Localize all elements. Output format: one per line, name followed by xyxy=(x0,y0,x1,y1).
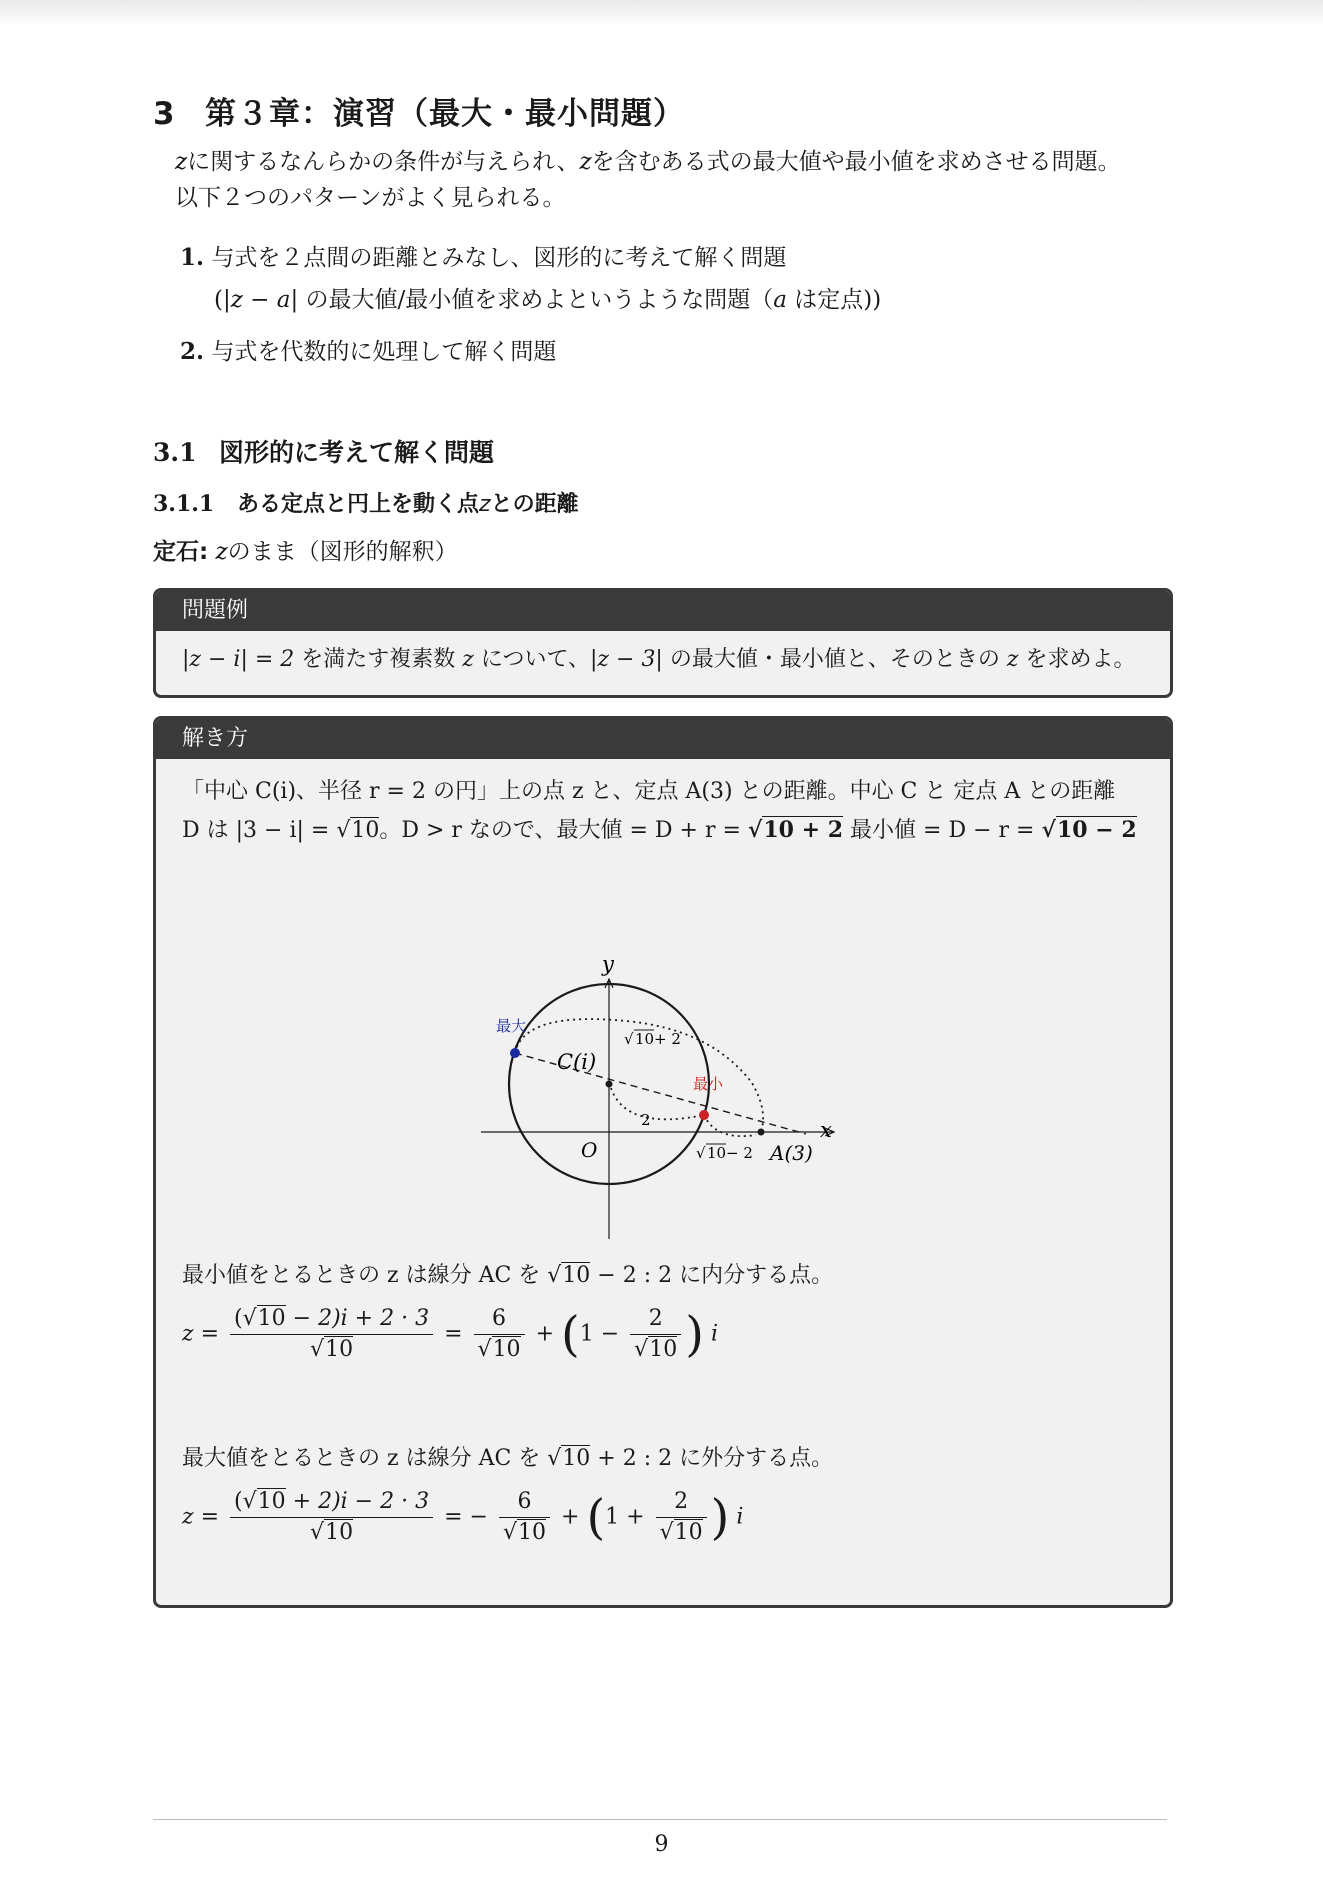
inner-text: 1 − xyxy=(579,1321,620,1347)
intro-line-2: 以下２つのパターンがよく見られる。 xyxy=(175,185,566,211)
sqrt-radicand: 10 xyxy=(562,1263,591,1288)
sqrt-radicand: 10 xyxy=(674,1520,703,1545)
point-a-label: A(3) xyxy=(770,1141,813,1165)
center-label: C(i) xyxy=(557,1050,597,1074)
chapter-heading xyxy=(153,88,685,133)
var-z: z xyxy=(462,647,474,672)
pattern-list xyxy=(180,240,881,370)
sqrt-sign: √ xyxy=(624,1030,634,1048)
max-equation xyxy=(182,1487,743,1548)
fraction: $\frac{6}{√10}$ xyxy=(499,1487,550,1548)
list-marker: 1. xyxy=(180,244,205,271)
min-equation xyxy=(182,1304,718,1365)
eq-sign: = − xyxy=(444,1504,488,1530)
sqrt-radicand: 10 xyxy=(351,818,380,843)
solution-text-a: D は |3 − i| = xyxy=(182,818,337,843)
center-point xyxy=(606,1081,613,1088)
point-a xyxy=(758,1129,765,1136)
paren-close: ) xyxy=(710,1489,730,1546)
section-title: 図形的に考えて解く問題 xyxy=(219,438,495,467)
subsection-number: 3.1.1 xyxy=(153,491,215,517)
sqrt-sign: √ xyxy=(696,1144,706,1162)
label-tail: − 2 xyxy=(726,1144,753,1162)
solution-box-body xyxy=(156,759,1170,1599)
sqrt-radicand: 10 xyxy=(562,1446,591,1471)
eq-sign: = xyxy=(444,1321,463,1347)
list-marker: 2. xyxy=(180,338,205,365)
solution-box xyxy=(153,716,1173,1608)
top-shade xyxy=(0,0,1323,26)
sqrt-radicand: 10 xyxy=(635,1030,655,1048)
max-text-b: + 2 : 2 に外分する点。 xyxy=(590,1446,834,1471)
paren-open: ( xyxy=(586,1489,606,1546)
eq-lhs: z = xyxy=(182,1321,220,1347)
solution-box-header: 解き方 xyxy=(156,719,1170,759)
eq-tail: i xyxy=(736,1504,744,1530)
sub-expr: z − a xyxy=(230,287,291,313)
plus-sign: + xyxy=(535,1321,554,1347)
intro-text-b: を含むある式の最大値や最小値を求めさせる問題。 xyxy=(591,149,1121,175)
sqrt-radicand: 10 xyxy=(325,1337,354,1362)
paren-close: ) xyxy=(685,1306,704,1363)
fraction: $\frac{2}{√10}$ xyxy=(656,1487,707,1548)
problem-expr: |z − 3| xyxy=(590,647,663,672)
origin-label: O xyxy=(581,1138,598,1162)
max-label: 最大 xyxy=(496,1017,527,1035)
list-item-text: 与式を２点間の距離とみなし、図形的に考えて解く問題 xyxy=(211,245,787,271)
sqrt-radicand: 10 xyxy=(257,1306,286,1331)
min-explanation: 最小値をとるときの z は線分 AC を √10 − 2 : 2 に内分する点。 xyxy=(182,1263,834,1288)
bottom-distance-label xyxy=(696,1144,753,1162)
chapter-number: 3 xyxy=(153,96,176,132)
eq-lhs: z = xyxy=(182,1504,220,1530)
fraction: $\frac{2}{√10}$ xyxy=(630,1304,681,1365)
fraction: $\frac{(√10 - 2)i + 2 \cdot 3}{√10}$ xyxy=(230,1304,433,1365)
intro-text-a: に関するなんらかの条件が与えられ、 xyxy=(187,149,580,175)
min-text-a: 最小値をとるときの z は線分 AC を xyxy=(182,1263,548,1288)
problem-text: を満たす複素数 xyxy=(294,647,463,672)
min-value: 10 − 2 xyxy=(1056,817,1137,843)
max-explanation: 最大値をとるときの z は線分 AC を √10 + 2 : 2 に外分する点。 xyxy=(182,1446,834,1471)
x-axis-label: x xyxy=(820,1118,832,1142)
max-value: 10 + 2 xyxy=(763,817,844,843)
problem-box-body xyxy=(156,631,1170,689)
fraction: $\frac{(√10 + 2)i - 2 \cdot 3}{√10}$ xyxy=(230,1487,433,1548)
section-number: 3.1 xyxy=(153,438,197,467)
var-z: z xyxy=(215,539,228,565)
max-text-a: 最大値をとるときの z は線分 AC を xyxy=(182,1446,548,1471)
problem-box-header: 問題例 xyxy=(156,591,1170,631)
eq-tail: i xyxy=(710,1321,718,1347)
footer-rule xyxy=(153,1819,1167,1820)
paren-open: ( xyxy=(561,1306,580,1363)
solution-line-2: D は |3 − i| = √10。D > r なので、最大値 = D + r = √10 + 2 最小値 = D − r = √10 − 2 xyxy=(182,817,1137,843)
list-item-1-sub xyxy=(180,282,881,318)
solution-line-1: 「中心 C(i)、半径 r = 2 の円」上の点 z と、定点 A(3) との距離。中心 C と 定点 A との距離 xyxy=(182,779,1116,804)
list-item-text: 与式を代数的に処理して解く問題 xyxy=(211,339,557,365)
section-heading xyxy=(153,433,494,469)
intro-line-1 xyxy=(175,144,1121,180)
problem-box xyxy=(153,588,1173,698)
sqrt-radicand: 10 xyxy=(518,1520,546,1545)
sub-open: (| xyxy=(214,287,231,313)
num-part: − 2)i + 2 · 3 xyxy=(285,1306,430,1331)
label-tail: + 2 xyxy=(654,1030,681,1048)
sub-close: は定点)) xyxy=(787,287,882,313)
top-distance-label xyxy=(624,1030,681,1048)
problem-expr: |z − i| = 2 xyxy=(182,647,295,672)
teiseki-text: のまま（図形的解釈） xyxy=(227,539,458,565)
list-item-1 xyxy=(180,240,881,276)
plus-sign: + xyxy=(561,1504,580,1530)
max-point xyxy=(510,1048,520,1058)
problem-text: について、 xyxy=(473,647,591,672)
solution-text-b: 。D > r なので、最大値 = D + r = xyxy=(379,818,748,843)
two-label: 2 xyxy=(641,1111,651,1129)
problem-text: を求めよ。 xyxy=(1018,647,1136,672)
solution-text-d: 最小値 = D − r = xyxy=(843,818,1042,843)
subsection-title-b: との距離 xyxy=(490,492,579,517)
teiseki-label: 定石: xyxy=(153,539,209,565)
var-z: z xyxy=(1006,647,1019,672)
y-axis-label: y xyxy=(602,952,614,976)
var-z: z xyxy=(175,149,188,175)
sqrt-radicand: 10 xyxy=(492,1337,521,1362)
min-label: 最小 xyxy=(693,1075,724,1093)
subsection-title-a: ある定点と円上を動く点 xyxy=(237,492,480,517)
sqrt-radicand: 10 xyxy=(257,1489,286,1514)
intro-paragraph xyxy=(175,144,1121,216)
num-part: + 2)i − 2 · 3 xyxy=(285,1489,430,1514)
num-part: ( xyxy=(234,1306,243,1331)
page-number: 9 xyxy=(654,1832,669,1857)
var-z: z xyxy=(579,149,592,175)
sqrt-radicand: 10 xyxy=(649,1337,678,1362)
var-a: a xyxy=(773,287,787,313)
num-part: ( xyxy=(234,1489,243,1514)
sqrt-radicand: 10 xyxy=(325,1520,354,1545)
subsection-heading xyxy=(153,487,579,518)
teiseki-line xyxy=(153,534,458,570)
sqrt-radicand: 10 xyxy=(707,1144,727,1162)
chapter-title: 第３章：演習（最大・最小問題） xyxy=(205,96,685,132)
sub-mid: | の最大値/最小値を求めよというような問題（ xyxy=(290,287,774,313)
min-point xyxy=(699,1110,709,1120)
var-z: z xyxy=(479,492,491,517)
inner-text: 1 + xyxy=(605,1504,645,1530)
min-text-b: − 2 : 2 に内分する点。 xyxy=(590,1263,834,1288)
list-item-2 xyxy=(180,334,881,370)
problem-text: の最大値・最小値と、そのときの xyxy=(662,647,1007,672)
fraction: $\frac{6}{√10}$ xyxy=(474,1304,525,1365)
